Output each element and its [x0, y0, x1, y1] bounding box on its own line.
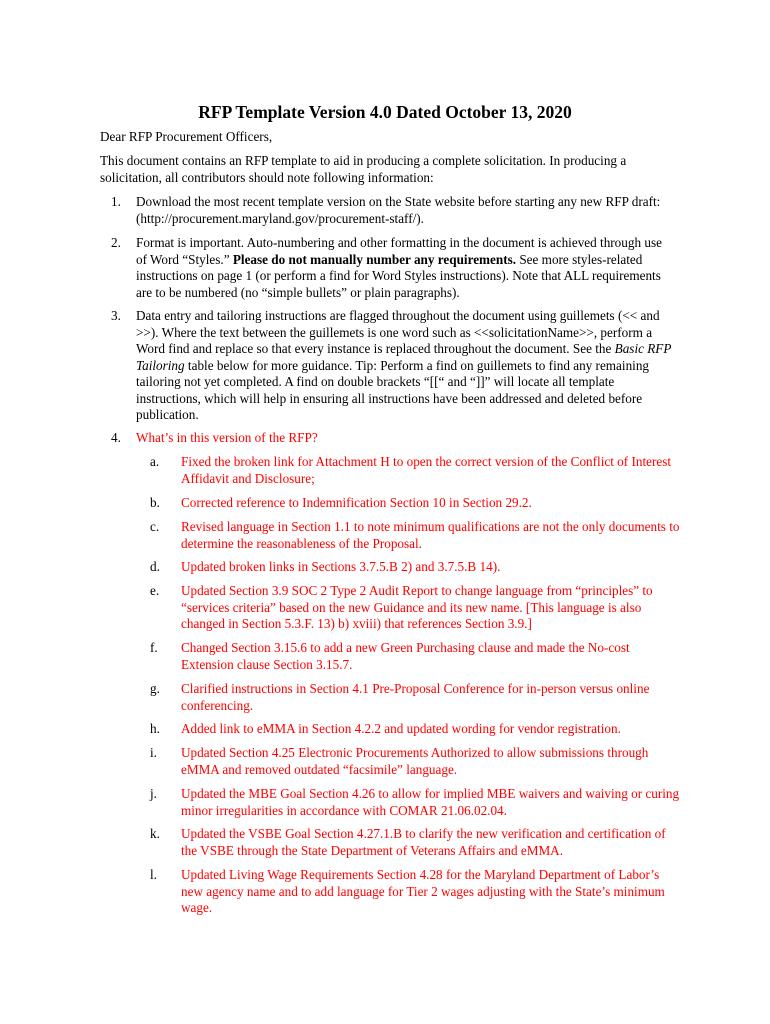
sub-list-item-letter: l.: [150, 867, 157, 882]
sub-list-item-text: Updated broken links in Sections 3.7.5.B 2) and 3.7.5.B 14).: [181, 559, 501, 574]
italic-table-name: Basic RFP Tailoring: [136, 341, 672, 373]
sub-list-item-text: Updated the MBE Goal Section 4.26 to allow for implied MBE waivers and waiving or curing minor irregularities in accordance with COMAR 21.06.02.04.: [181, 786, 680, 818]
document-title: RFP Template Version 4.0 Dated October 13, 2020: [198, 102, 572, 122]
sub-list-item-letter: i.: [150, 745, 157, 760]
sub-list-item-text: Changed Section 3.15.6 to add a new Green Purchasing clause and made the No-cost Extension clause Section 3.15.7.: [181, 640, 630, 672]
sub-list-item-letter: h.: [150, 721, 160, 736]
intro-paragraph: This document contains an RFP template to aid in producing a complete solicitation. In producing a solicitation, all contributors should note following information:: [100, 153, 627, 185]
list-item-text: Download the most recent template version on the State website before starting any new RFP draft: (http://procurement.maryland.gov/procurement-staff/).: [136, 194, 661, 226]
sub-list-item-letter: k.: [150, 826, 160, 841]
sub-list-item-text: Revised language in Section 1.1 to note minimum qualifications are not the only documents to determine the reasonableness of the Proposal.: [181, 519, 680, 551]
sub-list-item-letter: a.: [150, 454, 160, 469]
sub-list-item-text: Updated Living Wage Requirements Section 4.28 for the Maryland Department of Labor’s new agency name and to add language for Tier 2 wages adjusting with the State’s minimum wage.: [181, 867, 665, 915]
greeting: Dear RFP Procurement Officers,: [100, 129, 273, 144]
list-item-text: Data entry and tailoring instructions are flagged throughout the document using guillemets (<< and >>). Where the text between the guillemets is one word such as <<solicitationName>>, perform a Word find and replace so that every instance is replaced throughout the document. See the Basic RFP Tailoring table below for more guidance. Tip: Perform a find on guillemets to find any remaining tailoring not yet completed. A find on double brackets “[[“ and “]]” will locate all template instructions, which will help in ensuring all instructions have been addressed and deleted before publication.: [136, 308, 672, 422]
sub-list-item-letter: d.: [150, 559, 160, 574]
sub-list-item-letter: f.: [150, 640, 158, 655]
list-item-text: Format is important. Auto-numbering and other formatting in the document is achieved through use of Word “Styles.” Please do not manually number any requirements. See more styles-related instructions on page 1 (or perform a find for Word Styles instructions). Note that ALL requirements are to be numbered (no “simple bullets” or plain paragraphs).: [136, 235, 662, 300]
sub-list-item-text: Corrected reference to Indemnification Section 10 in Section 29.2.: [181, 495, 532, 510]
sub-list-item-letter: e.: [150, 583, 160, 598]
sub-list-item-text: Fixed the broken link for Attachment H to open the correct version of the Conflict of Interest Affidavit and Disclosure;: [181, 454, 671, 486]
sub-list-item-text: Added link to eMMA in Section 4.2.2 and updated wording for vendor registration.: [181, 721, 621, 736]
sub-list-item-letter: c.: [150, 519, 160, 534]
sub-list-item-letter: b.: [150, 495, 160, 510]
sub-list-item-text: Updated the VSBE Goal Section 4.27.1.B to clarify the new verification and certification of the VSBE through the State Department of Veterans Affairs and eMMA.: [181, 826, 666, 858]
list-item-number: 1.: [111, 194, 121, 209]
sub-list-item-text: Updated Section 3.9 SOC 2 Type 2 Audit Report to change language from “principles” to “services criteria” based on the new Guidance and its new name. [This language is also changed in Section 5.3.F. 13) b) xviii) that references Section 3.9.]: [181, 583, 653, 631]
bold-warning: Please do not manually number any requirements.: [232, 251, 517, 267]
list-item-number: 2.: [111, 235, 121, 250]
sub-list-item-letter: j.: [150, 786, 157, 801]
list-item-number: 4.: [111, 430, 121, 445]
sub-list-item-text: Clarified instructions in Section 4.1 Pre-Proposal Conference for in-person versus online conferencing.: [181, 681, 650, 713]
sub-list-item-letter: g.: [150, 681, 160, 696]
list-item-number: 3.: [111, 308, 121, 323]
sub-list-item-text: Updated Section 4.25 Electronic Procurements Authorized to allow submissions through eMMA and removed outdated “facsimile” language.: [181, 745, 649, 777]
list-item-text: What’s in this version of the RFP?: [136, 430, 318, 445]
